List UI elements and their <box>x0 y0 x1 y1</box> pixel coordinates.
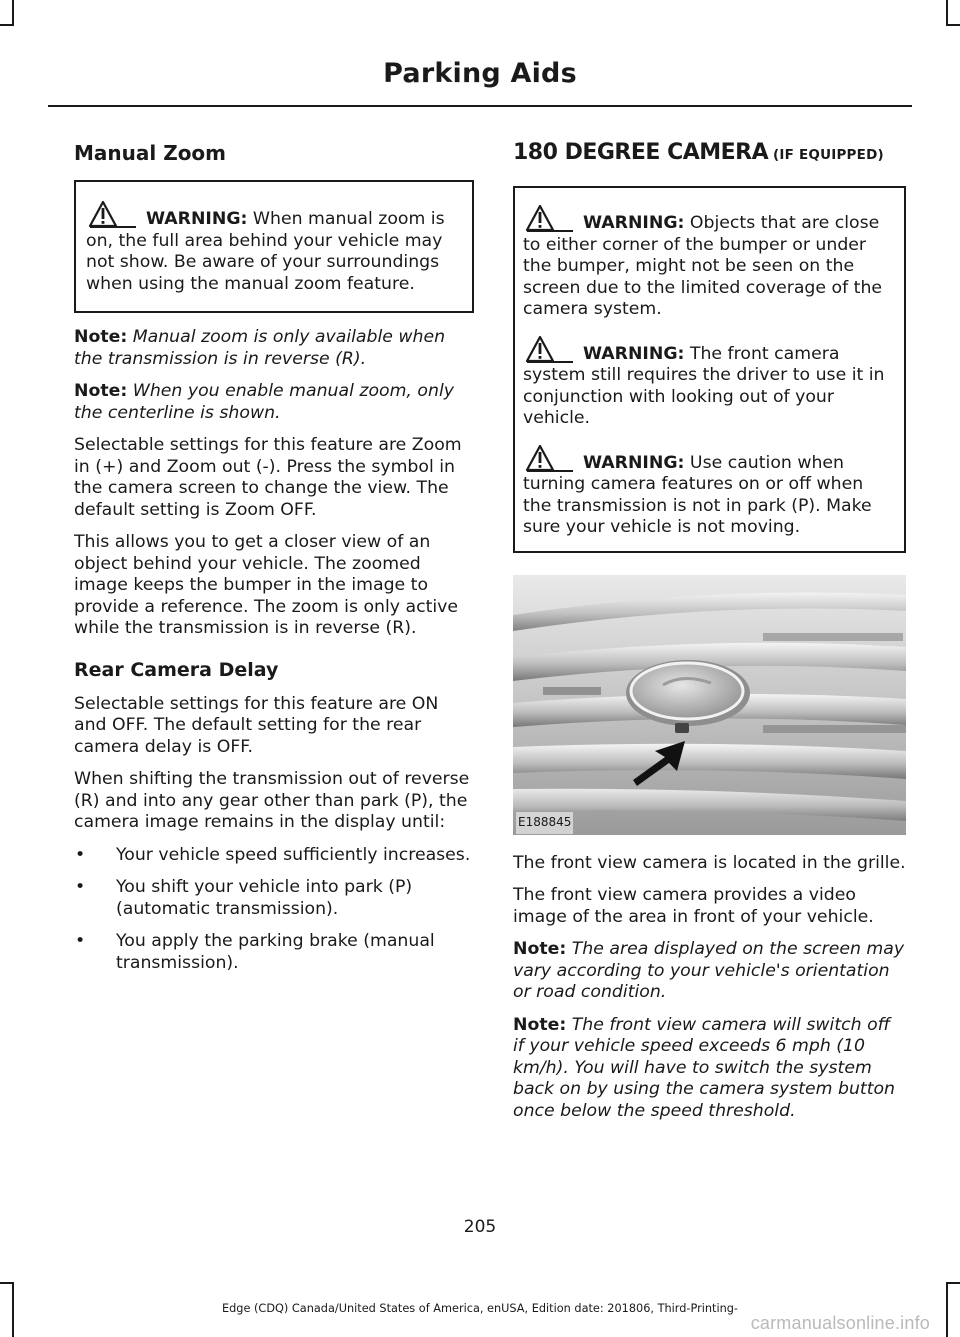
list-item: • You shift your vehicle into park (P) (automatic transmission). <box>74 877 474 920</box>
paragraph-zoom-settings: Selectable settings for this feature are Zoom in (+) and Zoom out (-). Press the symbol in the camera screen to change the view. The default setting is Zoom OFF. <box>74 435 462 520</box>
header-divider <box>48 105 912 107</box>
warning-item <box>523 444 896 539</box>
note-speed-threshold <box>513 1015 906 1123</box>
page-title: Parking Aids <box>383 58 577 89</box>
heading-suffix: (IF EQUIPPED) <box>768 147 884 163</box>
warning-box <box>513 186 906 553</box>
bullet-list <box>74 845 474 975</box>
note-text: The area displayed on the screen may vary according to your vehicle's orientation or road condition. <box>513 939 905 1002</box>
crop-mark-top-right <box>946 0 948 24</box>
paragraph-delay-settings: Selectable settings for this feature are ON and OFF. The default setting for the rear camera delay is OFF. <box>74 693 439 757</box>
image-reference-code: E188845 <box>516 812 573 834</box>
warning-triangle-icon <box>86 200 138 228</box>
paragraph-zoom-description: This allows you to get a closer view of an object behind your vehicle. The zoomed image keeps the bumper in the image to provide a reference. The zoom is only active while the transmission is in reverse (R). <box>74 532 459 638</box>
note-label: Note: <box>74 327 128 347</box>
heading-text: 180 DEGREE CAMERA <box>513 140 769 165</box>
warning-box <box>74 180 474 313</box>
note-manual-zoom-reverse <box>74 327 474 370</box>
front-grille-camera-photo <box>513 575 906 835</box>
note-display-area <box>513 939 906 1004</box>
paragraph-camera-function: The front view camera provides a video image of the area in front of your vehicle. <box>513 885 874 927</box>
note-label: Note: <box>513 1014 567 1035</box>
note-label: Note: <box>513 939 567 959</box>
warning-triangle-icon <box>523 444 575 472</box>
edition-footer: Edge (CDQ) Canada/United States of America, enUSA, Edition date: 201806, Third-Printing- <box>222 1302 738 1315</box>
warning-text: Use caution when turning camera features on or off when the transmission is not in park (P). Make sure your vehicle is not moving. <box>523 452 872 537</box>
warning-text: When manual zoom is on, the full area behind your vehicle may not show. Be aware of your surroundings when using the manual zoom feature. <box>86 209 445 294</box>
section-heading-rear-camera-delay: Rear Camera Delay <box>74 658 279 681</box>
warning-label: WARNING: <box>146 209 248 229</box>
crop-mark-top-left <box>0 24 14 26</box>
right-column <box>513 140 906 1133</box>
paragraph-camera-location: The front view camera is located in the grille. <box>513 852 906 873</box>
note-text: When you enable manual zoom, only the centerline is shown. <box>74 381 454 423</box>
warning-text: The front camera system still requires the driver to use it in conjunction with looking out of your vehicle. <box>523 343 885 428</box>
crop-mark-top-left <box>12 0 14 24</box>
warning-text: Objects that are close to either corner of the bumper or under the bumper, might not be seen on the screen due to the limited coverage of the camera system. <box>523 213 883 319</box>
warning-label: WARNING: <box>583 213 685 233</box>
note-centerline <box>74 381 474 424</box>
watermark: carmanualsonline.info <box>750 1313 930 1333</box>
warning-label: WARNING: <box>583 343 685 364</box>
warning-item <box>523 335 896 430</box>
note-text: Manual zoom is only available when the transmission is in reverse (R). <box>74 327 446 369</box>
warning-item <box>523 204 896 321</box>
warning-item <box>86 200 464 295</box>
note-label: Note: <box>74 381 128 401</box>
crop-mark-bottom-left <box>0 1282 14 1284</box>
crop-mark-bottom-right <box>946 1282 960 1284</box>
warning-triangle-icon <box>523 335 575 363</box>
left-column <box>74 140 474 985</box>
crop-mark-top-right <box>946 24 960 26</box>
paragraph-delay-description: When shifting the transmission out of reverse (R) and into any gear other than park (P), the camera image remains in the display until: <box>74 769 470 832</box>
warning-label: WARNING: <box>583 452 685 473</box>
list-item: • Your vehicle speed sufficiently increases. <box>74 845 474 867</box>
note-text: The front view camera will switch off if your vehicle speed exceeds 6 mph (10 km/h). You will have to switch the system back on by using the camera system button once below the speed threshold. <box>513 1014 896 1121</box>
grille-illustration <box>513 575 906 835</box>
page-number: 205 <box>463 1217 497 1237</box>
section-heading-180-degree-camera <box>513 140 906 168</box>
warning-triangle-icon <box>523 204 575 232</box>
section-heading-manual-zoom: Manual Zoom <box>74 141 227 165</box>
list-item: • You apply the parking brake (manual transmission). <box>74 931 474 974</box>
